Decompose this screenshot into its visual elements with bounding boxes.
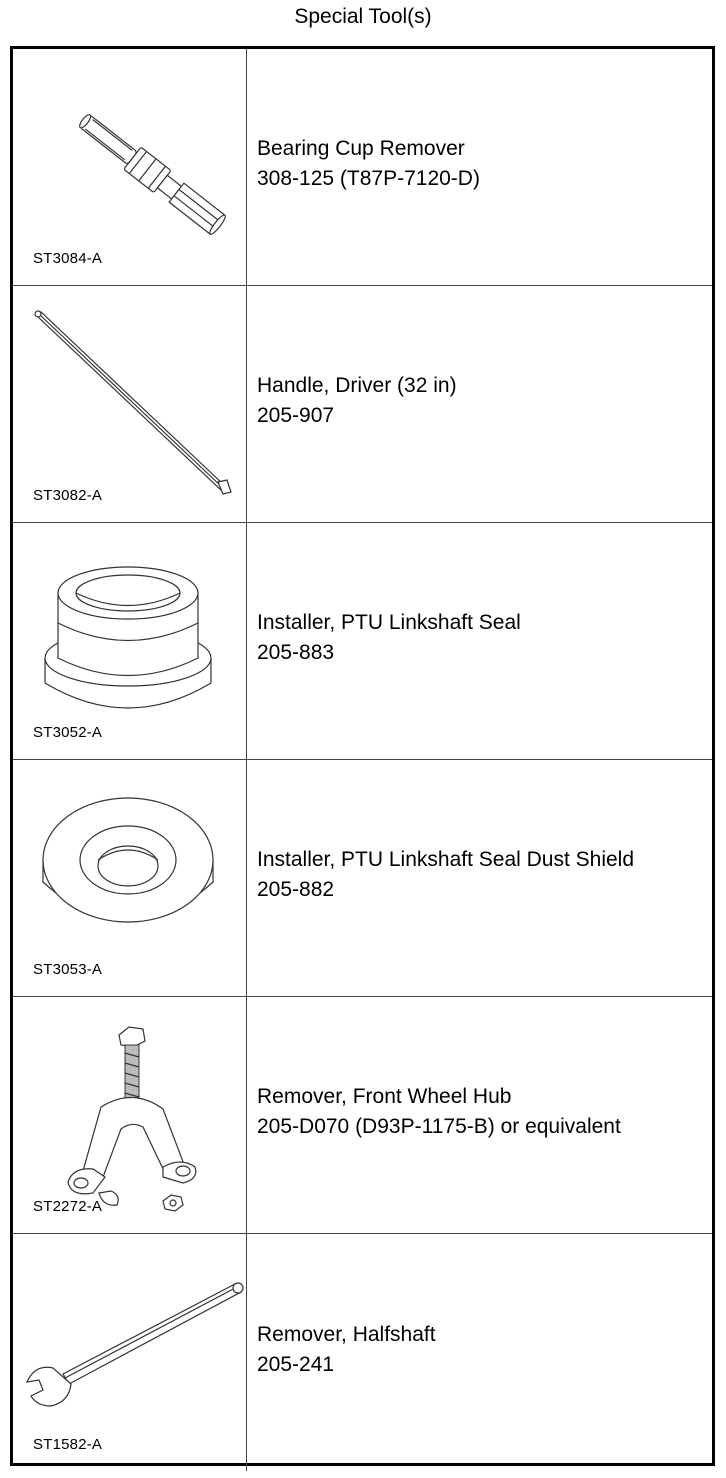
table-row bbox=[13, 1234, 712, 1471]
table-row bbox=[13, 760, 712, 997]
tool-name: Installer, PTU Linkshaft Seal bbox=[257, 611, 521, 634]
tool-image-cell bbox=[13, 49, 247, 285]
tool-part-number: 205-D070 (D93P-1175-B) or equivalent bbox=[257, 1115, 621, 1138]
table-row bbox=[13, 523, 712, 760]
tool-name: Bearing Cup Remover bbox=[257, 137, 465, 160]
tool-part-number: 205-907 bbox=[257, 404, 335, 427]
tool-code: ST3082-A bbox=[33, 487, 103, 504]
tool-code: ST3052-A bbox=[33, 724, 103, 741]
tool-code: ST1582-A bbox=[33, 1436, 103, 1453]
tool-image-cell bbox=[13, 997, 247, 1233]
tool-description bbox=[257, 523, 707, 759]
tool-image-cell bbox=[13, 523, 247, 759]
tool-description bbox=[257, 1234, 707, 1471]
tool-part-number: 205-241 bbox=[257, 1352, 335, 1376]
tool-description bbox=[257, 49, 707, 285]
page-title: Special Tool(s) bbox=[294, 5, 432, 28]
tool-image-cell bbox=[13, 286, 247, 522]
special-tools-table bbox=[10, 46, 715, 1466]
table-row bbox=[13, 286, 712, 523]
table-row bbox=[13, 49, 712, 286]
tool-description bbox=[257, 286, 707, 522]
tool-description bbox=[257, 760, 707, 996]
tool-name: Remover, Front Wheel Hub bbox=[257, 1085, 512, 1108]
tool-description bbox=[257, 997, 707, 1233]
tool-part-number: 308-125 (T87P-7120-D) bbox=[257, 167, 480, 190]
tool-image-cell bbox=[13, 1234, 247, 1471]
tool-image-cell bbox=[13, 760, 247, 996]
tool-code: ST2272-A bbox=[33, 1198, 103, 1215]
tool-code: ST3084-A bbox=[33, 250, 103, 267]
table-row bbox=[13, 997, 712, 1234]
tool-name: Remover, Halfshaft bbox=[257, 1322, 436, 1346]
tool-code: ST3053-A bbox=[33, 961, 103, 978]
tool-name: Handle, Driver (32 in) bbox=[257, 374, 457, 397]
tool-name: Installer, PTU Linkshaft Seal Dust Shield bbox=[257, 848, 635, 871]
tool-part-number: 205-882 bbox=[257, 878, 335, 901]
tool-part-number: 205-883 bbox=[257, 641, 335, 664]
